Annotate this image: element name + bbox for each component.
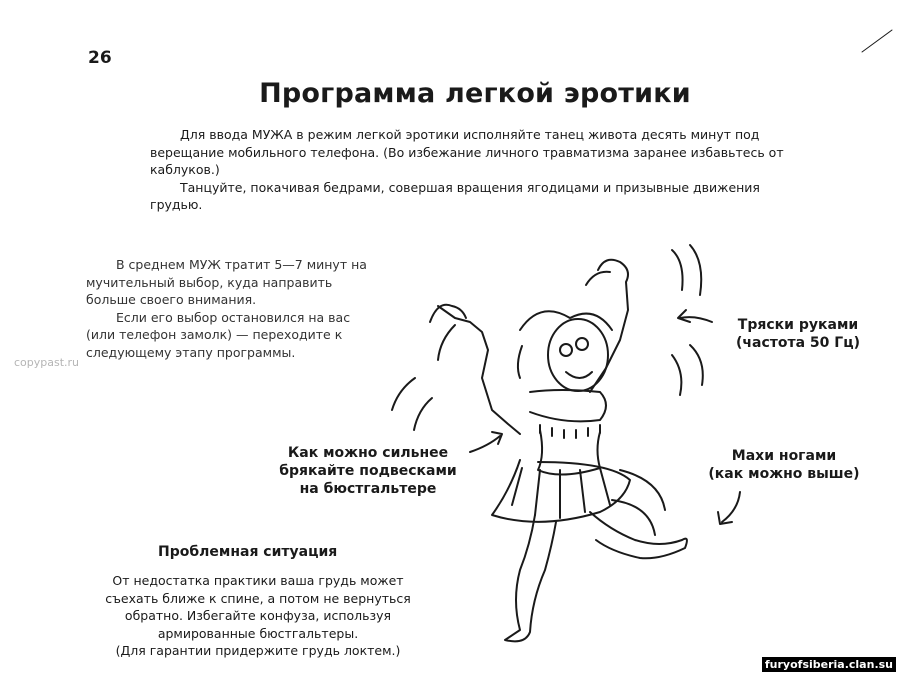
arrow-jingle	[470, 436, 500, 452]
arrow-hands-head	[678, 310, 690, 322]
motion-line-right-1	[672, 250, 683, 290]
problem-text	[88, 572, 428, 660]
dancer-mouth	[566, 372, 592, 378]
dancer-left-leg	[505, 515, 556, 641]
corner-mark	[862, 30, 892, 52]
arrow-legs	[722, 492, 740, 522]
watermark: copypast.ru	[14, 356, 80, 369]
label-leg-swings-line1: Махи ногами	[731, 448, 837, 464]
motion-line-right-3	[690, 345, 703, 385]
dancer-right-fingers	[586, 272, 610, 285]
dancer-torso	[538, 430, 600, 475]
label-jingle-line3: на бюстгальтере	[299, 481, 437, 497]
label-leg-swings-line2: (как можно выше)	[708, 466, 860, 482]
dancer-left-arm	[438, 306, 520, 434]
page-title: Программа легкой эротики	[259, 78, 691, 109]
dancer-eye-right	[576, 338, 588, 350]
dancer-right-leg	[590, 512, 687, 558]
dancer-bra	[530, 390, 606, 421]
motion-line-right-2	[690, 245, 701, 295]
problem-paragraph-2: (Для гарантии придержите грудь локтем.)	[115, 643, 401, 658]
sidebar-paragraph-2: Если его выбор остановился на вас (или телефон замолк) — переходите к следующему этапу программы.	[86, 309, 351, 360]
label-hand-shaking	[723, 316, 873, 352]
motion-line-left-1	[392, 378, 415, 410]
intro-paragraph-1: Для ввода МУЖА в режим легкой эротики исполняйте танец живота десять минут под верещание мобильного телефона. (Во избежание личного травматизма заранее избавьтесь от каблуков.)	[150, 127, 784, 177]
label-hand-shaking-line2: (частота 50 Гц)	[736, 335, 860, 351]
bra-pendants	[540, 425, 600, 438]
label-jingle-line2: брякайте подвесками	[279, 463, 457, 479]
label-jingle-pendants	[268, 444, 468, 498]
footer-watermark: furyofsiberia.clan.su	[762, 657, 896, 672]
skirt-folds	[512, 468, 610, 518]
sidebar-paragraph-1: В среднем МУЖ тратит 5—7 минут на мучительный выбор, куда направить больше своего внимания.	[86, 257, 367, 307]
label-jingle-line1: Как можно сильнее	[287, 445, 449, 461]
intro-paragraph-2: Танцуйте, покачивая бедрами, совершая вращения ягодицами и призывные движения грудью.	[150, 179, 760, 212]
motion-line-leg-2	[612, 500, 655, 535]
motion-line-left-3	[438, 325, 455, 360]
motion-line-left-2	[414, 398, 432, 430]
problem-paragraph-1: От недостатка практики ваша грудь может съехать ближе к спине, а потом не вернуться обратно. Избегайте конфуза, используя армированные бюстгальтеры.	[105, 573, 411, 641]
motion-line-right-4	[672, 355, 681, 395]
dancer-head	[548, 319, 608, 391]
page-number: 26	[88, 48, 112, 68]
dancer-hair-strand	[518, 346, 522, 378]
problem-heading: Проблемная ситуация	[158, 544, 338, 560]
label-hand-shaking-line1: Тряски руками	[737, 317, 859, 333]
dancer-eye-left	[560, 344, 572, 356]
label-leg-swings	[700, 447, 868, 483]
